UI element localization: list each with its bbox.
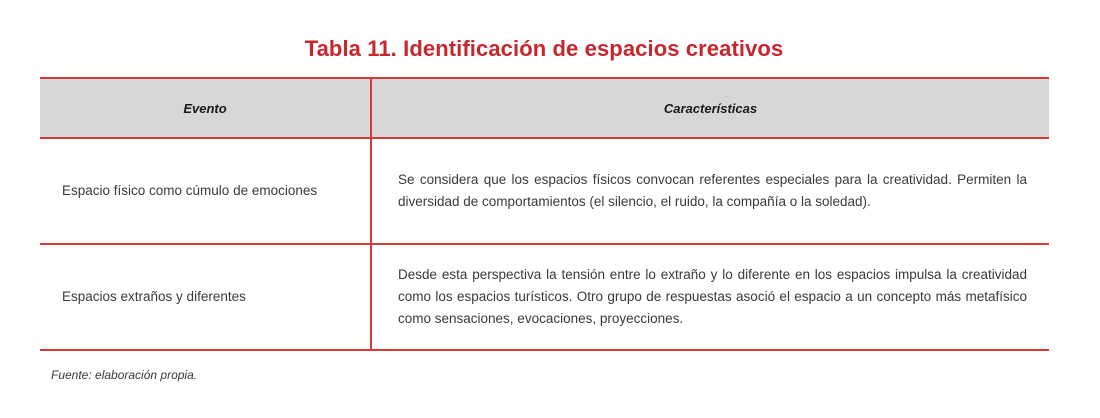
table-title: Tabla 11. Identificación de espacios creativos (304, 36, 784, 61)
table-source-note: Fuente: elaboración propia. (51, 368, 198, 382)
cell-evento: Espacios extraños y diferentes (40, 244, 371, 350)
creative-spaces-table (40, 77, 1049, 351)
cell-caracteristicas: Desde esta perspectiva la tensión entre lo extraño y lo diferente en los espacios impulsa la creatividad como los espacios turísticos. Otro grupo de respuestas asoció el espacio a un concepto más metafísico como sensaciones, evocaciones, proyecciones. (371, 244, 1049, 350)
cell-caracteristicas: Se considera que los espacios físicos convocan referentes especiales para la creatividad. Permiten la diversidad de comportamientos (el silencio, el ruido, la compañía o la soledad). (371, 138, 1049, 244)
table-row (40, 138, 1049, 244)
cell-evento: Espacio físico como cúmulo de emociones (40, 138, 371, 244)
column-header-evento: Evento (40, 78, 371, 138)
table-row (40, 244, 1049, 350)
column-header-caracteristicas: Características (371, 78, 1049, 138)
table-header-row (40, 78, 1049, 138)
